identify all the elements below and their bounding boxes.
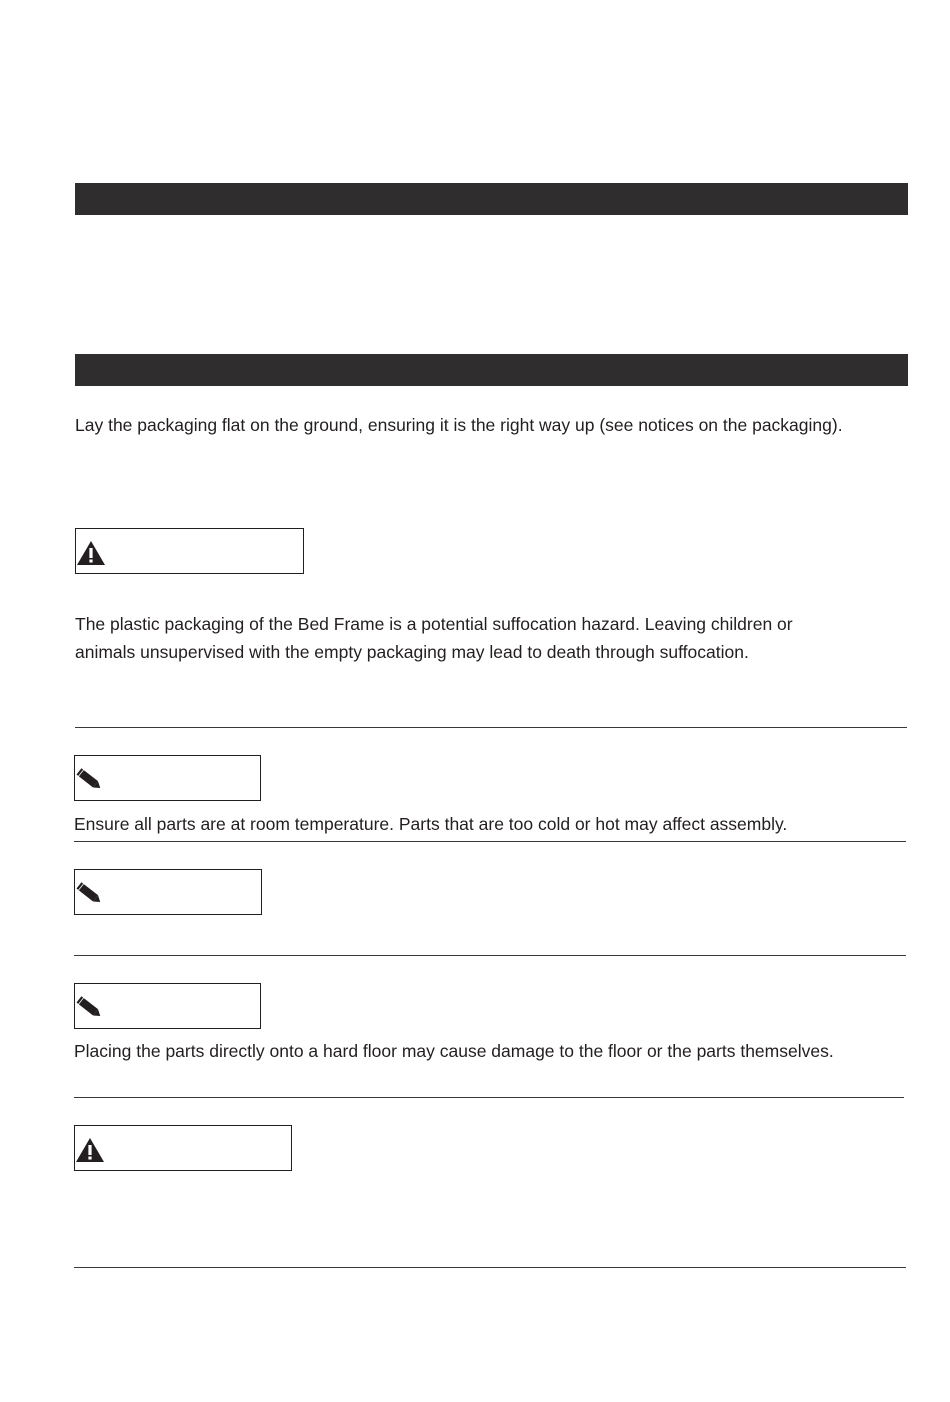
warning-text-line-2: animals unsupervised with the empty packaging may lead to death through suffocation. — [75, 642, 749, 662]
divider-2 — [74, 841, 906, 842]
divider-4 — [74, 1097, 904, 1098]
pencil-icon — [75, 881, 105, 907]
divider-3 — [74, 955, 906, 956]
note-text-3: Placing the parts directly onto a hard floor may cause damage to the floor or the parts themselves. — [74, 1041, 834, 1061]
warning-label-box-1 — [75, 528, 304, 574]
warning-triangle-icon — [75, 1137, 105, 1163]
warning-text-line-1: The plastic packaging of the Bed Frame is a potential suffocation hazard. Leaving children or — [75, 614, 793, 634]
unpack-instruction: Lay the packaging flat on the ground, ensuring it is the right way up (see notices on the packaging). — [75, 415, 843, 435]
note-label-box-1 — [74, 755, 261, 801]
divider-5 — [74, 1267, 906, 1268]
divider-1 — [75, 727, 907, 728]
warning-triangle-icon — [76, 540, 106, 566]
pencil-icon — [75, 995, 105, 1021]
note-text-1: Ensure all parts are at room temperature. Parts that are too cold or hot may affect assembly. — [74, 814, 788, 834]
pencil-icon — [75, 767, 105, 793]
section-header-bar-1 — [75, 183, 908, 215]
note-label-box-2 — [74, 869, 262, 915]
section-header-bar-2 — [75, 354, 908, 386]
note-label-box-3 — [74, 983, 261, 1029]
warning-label-box-2 — [74, 1125, 292, 1171]
